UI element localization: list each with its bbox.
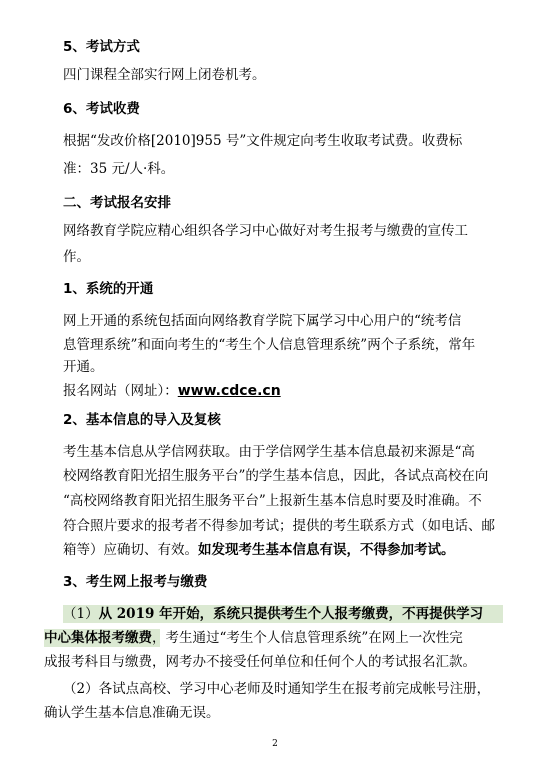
registration-line-2: 作。: [63, 249, 90, 265]
section-heading-system-opening: 1、系统的开通: [63, 281, 154, 297]
registration-line-1: 网络教育学院应精心组织各学习中心做好对考生报考与缴费的宣传工: [63, 223, 468, 239]
online-registration-p1-line-3: 成报考科目与缴费，网考办不接受任何单位和任何个人的考试报名汇款。: [44, 654, 476, 670]
basic-info-line-4: 符合照片要求的报考者不得参加考试；提供的考生联系方式（如电话、邮: [63, 518, 495, 534]
online-registration-p2-line-1: （2）各试点高校、学习中心老师及时通知学生在报考前完成帐号注册，: [63, 681, 491, 697]
system-opening-line-3: 开通。: [63, 359, 104, 375]
basic-info-line-2: 校网络教育阳光招生服务平台”的学生基本信息，因此，各试点高校在向: [63, 468, 489, 484]
online-registration-p1-line-1: [63, 605, 550, 623]
online-registration-p1-bold-2: 中心集体报考缴费: [44, 630, 152, 646]
system-opening-line-2: 息管理系统”和面向考生的“考生个人信息管理系统”两个子系统，常年: [63, 337, 476, 353]
online-registration-p1-line-2: [44, 629, 550, 647]
section-heading-basic-info: 2、基本信息的导入及复核: [63, 412, 221, 428]
registration-site-label: 报名网站（网址）：: [63, 383, 178, 399]
basic-info-line-3: “高校网络教育阳光招生服务平台”上报新生基本信息时要及时准确。不: [63, 493, 482, 509]
registration-site-link[interactable]: www.cdce.cn: [177, 383, 281, 399]
basic-info-warning: 如发现考生基本信息有误，不得参加考试。: [198, 542, 455, 558]
section-heading-exam-method: 5、考试方式: [63, 39, 140, 55]
exam-fee-line-1: 根据“发改价格[2010]955 号”文件规定向考生收取考试费。收费标: [63, 133, 463, 149]
exam-method-text: 四门课程全部实行网上闭卷机考。: [63, 67, 266, 83]
online-registration-p1-rest-2: ，考生通过“考生个人信息管理系统”在网上一次性完: [152, 630, 463, 646]
exam-fee-line-2: 准：35 元/人·科。: [63, 161, 175, 177]
registration-site-line: [63, 382, 550, 400]
basic-info-line-5: [63, 541, 550, 559]
section-heading-online-registration: 3、考生网上报考与缴费: [63, 574, 208, 590]
system-opening-line-1: 网上开通的系统包括面向网络教育学院下属学习中心用户的“统考信: [63, 313, 462, 329]
online-registration-p1-prefix: （1）: [63, 606, 99, 622]
online-registration-p1-bold-1: 从 2019 年开始，系统只提供考生个人报考缴费，不再提供学习: [98, 606, 484, 622]
section-heading-exam-fee: 6、考试收费: [63, 101, 140, 117]
basic-info-line-5-normal: 箱等）应确切、有效。: [63, 542, 198, 558]
page-number: 2: [272, 739, 278, 749]
online-registration-p2-line-2: 确认学生基本信息准确无误。: [44, 705, 220, 721]
basic-info-line-1: 考生基本信息从学信网获取。由于学信网学生基本信息最初来源是“高: [63, 444, 475, 460]
section-heading-registration: 二、考试报名安排: [63, 195, 171, 211]
